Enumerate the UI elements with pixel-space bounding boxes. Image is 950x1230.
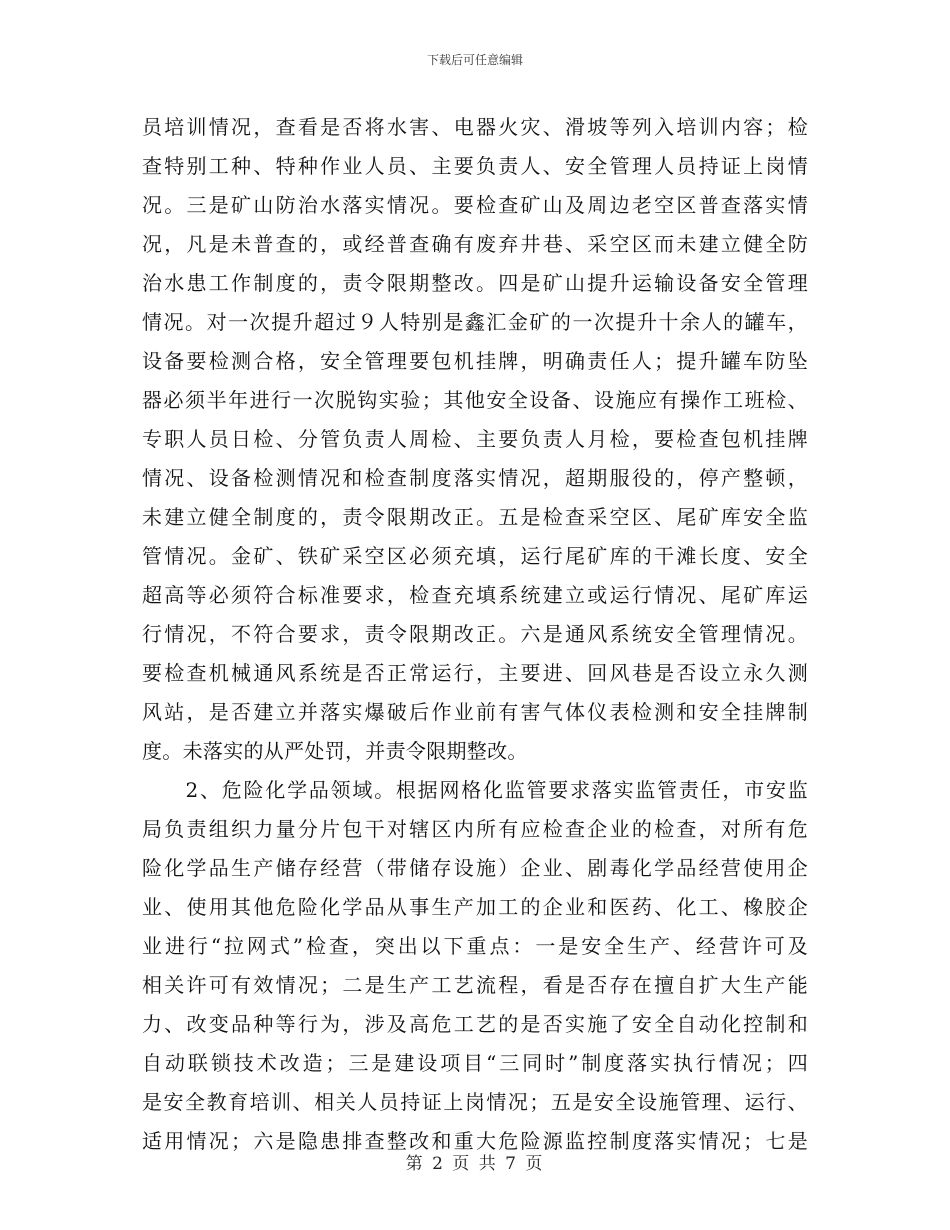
body-line: 器必须半年进行一次脱钩实验；其他安全设备、设施应有操作工班检、 [142,388,808,412]
body-line: 员培训情况，查看是否将水害、电器火灾、滑坡等列入培训内容；检 [142,115,808,139]
body-line: 未建立健全制度的，责令限期改正。五是检查采空区、尾矿库安全监 [142,505,808,529]
body-line: 风站，是否建立并落实爆破后作业前有害气体仪表检测和安全挂牌制 [142,700,808,724]
body-line: 要检查机械通风系统是否正常运行，主要进、回风巷是否设立永久测 [142,661,808,685]
body-line: 险化学品生产储存经营（带储存设施）企业、剧毒化学品经营使用企 [142,856,808,880]
body-line: 业进行“拉网式”检查，突出以下重点：一是安全生产、经营许可及 [142,934,808,958]
body-line: 管情况。金矿、铁矿采空区必须充填，运行尾矿库的干滩长度、安全 [142,544,808,568]
body-line: 查特别工种、特种作业人员、主要负责人、安全管理人员持证上岗情 [142,154,808,178]
body-line: 力、改变品种等行为，涉及高危工艺的是否实施了安全自动化控制和 [142,1012,808,1036]
page-header-note: 下载后可任意编辑 [426,53,523,67]
body-line: 度。未落实的从严处罚，并责令限期整改。 [142,739,528,763]
body-line: 2、危险化学品领域。根据网格化监管要求落实监管责任，市安监 [142,778,808,802]
body-line: 情况、设备检测情况和检查制度落实情况，超期服役的，停产整顿， [142,466,808,490]
body-line: 局负责组织力量分片包干对辖区内所有应检查企业的检查，对所有危 [142,817,808,841]
body-line: 行情况，不符合要求，责令限期改正。六是通风系统安全管理情况。 [142,622,808,646]
page-number-footer: 第 2 页 共 7 页 [405,1154,545,1174]
body-line: 超高等必须符合标准要求，检查充填系统建立或运行情况、尾矿库运 [142,583,808,607]
body-line: 自动联锁技术改造；三是建设项目“三同时”制度落实执行情况；四 [142,1051,808,1075]
body-line: 是安全教育培训、相关人员持证上岗情况；五是安全设施管理、运行、 [142,1090,808,1114]
body-line: 治水患工作制度的，责令限期整改。四是矿山提升运输设备安全管理 [142,271,808,295]
body-line: 适用情况；六是隐患排查整改和重大危险源监控制度落实情况；七是 [142,1129,808,1153]
body-line: 况。三是矿山防治水落实情况。要检查矿山及周边老空区普查落实情 [142,193,808,217]
body-line: 相关许可有效情况；二是生产工艺流程，看是否存在擅自扩大生产能 [142,973,808,997]
body-line: 设备要检测合格，安全管理要包机挂牌，明确责任人；提升罐车防坠 [142,349,808,373]
body-line: 专职人员日检、分管负责人周检、主要负责人月检，要检查包机挂牌 [142,427,808,451]
body-line: 况，凡是未普查的，或经普查确有废弃井巷、采空区而未建立健全防 [142,232,808,256]
body-line: 情况。对一次提升超过９人特别是鑫汇金矿的一次提升十余人的罐车， [142,310,808,334]
body-line: 业、使用其他危险化学品从事生产加工的企业和医药、化工、橡胶企 [142,895,808,919]
document-body [142,108,808,1161]
